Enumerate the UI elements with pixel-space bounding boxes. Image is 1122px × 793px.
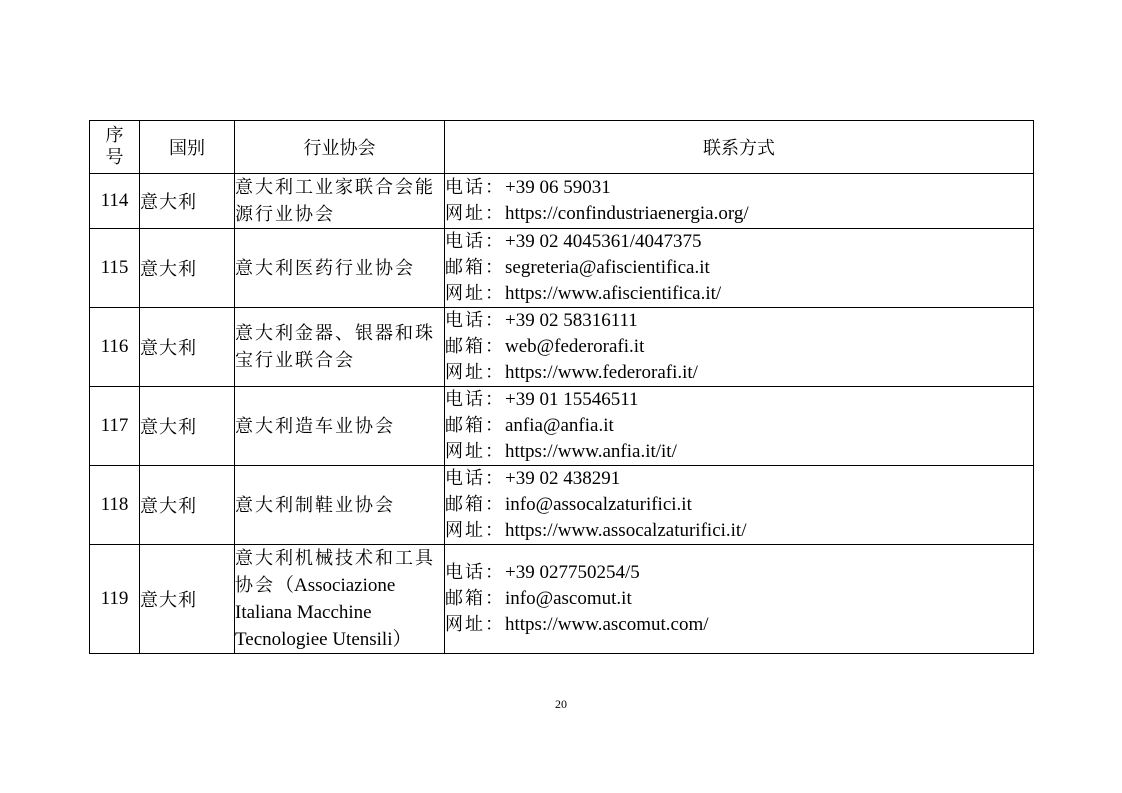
contact-website [445,281,1033,307]
website-value[interactable]: https://www.anfia.it/it/ [505,441,677,462]
email-value[interactable]: info@assocalzaturifici.it [505,494,692,515]
website-value[interactable]: https://www.afiscientifica.it/ [505,283,722,304]
email-label: 邮箱： [445,494,505,515]
contact-website [445,439,1033,465]
header-seq-line1: 序 [105,125,124,146]
row-contact [445,229,1034,308]
row-contact [445,308,1034,387]
phone-label: 电话： [445,468,505,489]
contact-email [445,492,1033,518]
row-country: 意大利 [140,174,235,229]
contact-phone [445,387,1033,413]
phone-value: +39 01 15546511 [505,389,639,410]
contact-phone [445,308,1033,334]
phone-value: +39 02 4045361/4047375 [505,231,702,252]
phone-label: 电话： [445,310,505,331]
contact-email [445,255,1033,281]
website-label: 网址： [445,614,505,635]
email-label: 邮箱： [445,257,505,278]
association-name: 意大利造车业协会 [235,415,395,437]
row-association [235,545,445,654]
row-association [235,174,445,229]
association-name: 意大利制鞋业协会 [235,494,395,516]
contact-phone [445,175,1033,201]
phone-label: 电话： [445,562,505,583]
phone-label: 电话： [445,389,505,410]
row-country: 意大利 [140,466,235,545]
table-row [90,466,1034,545]
association-name: 意大利医药行业协会 [235,257,415,279]
row-seq: 118 [90,466,140,545]
row-association [235,387,445,466]
row-seq: 116 [90,308,140,387]
contact-phone [445,229,1033,255]
email-value[interactable]: segreteria@afiscientifica.it [505,257,710,278]
website-value[interactable]: https://www.ascomut.com/ [505,614,709,635]
contact-email [445,586,1033,612]
header-seq [90,121,140,174]
website-label: 网址： [445,283,505,304]
contact-website [445,201,1033,227]
website-label: 网址： [445,441,505,462]
contact-website [445,612,1033,638]
header-seq-line2: 号 [105,147,124,168]
row-seq: 119 [90,545,140,654]
row-contact [445,466,1034,545]
page-number: 20 [555,697,567,711]
row-contact [445,545,1034,654]
phone-value: +39 02 58316111 [505,310,638,331]
row-association [235,466,445,545]
row-country: 意大利 [140,387,235,466]
website-label: 网址： [445,362,505,383]
header-association: 行业协会 [235,121,445,174]
table-row [90,174,1034,229]
contact-phone [445,560,1033,586]
row-country: 意大利 [140,545,235,654]
association-name: 意大利金器、银器和珠宝行业联合会 [235,323,435,371]
association-name: 意大利工业家联合会能源行业协会 [235,177,435,225]
phone-value: +39 02 438291 [505,468,621,489]
phone-label: 电话： [445,177,505,198]
table-row [90,308,1034,387]
row-seq: 114 [90,174,140,229]
contact-website [445,518,1033,544]
contact-email [445,413,1033,439]
association-table [89,120,1034,654]
contact-phone [445,466,1033,492]
row-country: 意大利 [140,308,235,387]
email-label: 邮箱： [445,415,505,436]
row-seq: 115 [90,229,140,308]
header-contact: 联系方式 [445,121,1034,174]
table-row [90,387,1034,466]
row-seq: 117 [90,387,140,466]
email-label: 邮箱： [445,588,505,609]
table-row [90,229,1034,308]
table-row [90,545,1034,654]
row-contact [445,387,1034,466]
association-name-en: （Associazione Italiana Macchine Tecnologiee Utensili） [235,575,412,650]
website-value[interactable]: https://www.federorafi.it/ [505,362,698,383]
email-label: 邮箱： [445,336,505,357]
email-value[interactable]: info@ascomut.it [505,588,632,609]
association-name: 意大利机械技术和工具协会 [235,548,435,596]
phone-label: 电话： [445,231,505,252]
email-value[interactable]: anfia@anfia.it [505,415,614,436]
email-value[interactable]: web@federorafi.it [505,336,645,357]
table-header-row [90,121,1034,174]
row-association [235,308,445,387]
phone-value: +39 027750254/5 [505,562,640,583]
contact-email [445,334,1033,360]
header-country: 国别 [140,121,235,174]
website-value[interactable]: https://www.assocalzaturifici.it/ [505,520,747,541]
row-association [235,229,445,308]
contact-website [445,360,1033,386]
phone-value: +39 06 59031 [505,177,611,198]
website-label: 网址： [445,203,505,224]
row-country: 意大利 [140,229,235,308]
row-contact [445,174,1034,229]
website-label: 网址： [445,520,505,541]
website-value[interactable]: https://confindustriaenergia.org/ [505,203,749,224]
